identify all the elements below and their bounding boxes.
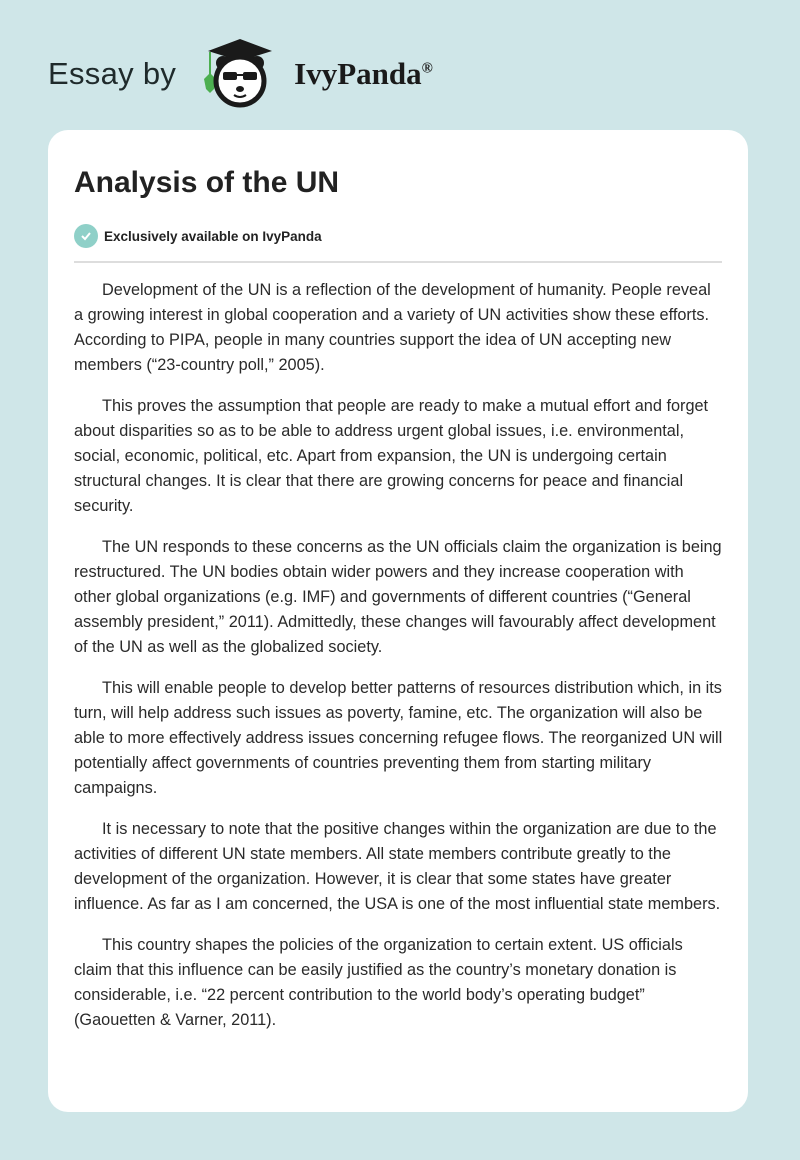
badge-text: Exclusively available on IvyPanda [104,228,322,244]
divider [74,261,722,263]
site-header [48,44,433,104]
page-title: Analysis of the UN [74,166,340,199]
registered-mark: ® [421,60,433,77]
check-circle-icon [74,224,98,248]
paragraph: This proves the assumption that people are ready to make a mutual effort and forget about disparities so as to be able to address urgent global issues, i.e. environmental, social, economic, political, etc. Apart from expansion, the UN is undergoing certain structural changes. It is clear that there are growing concerns for peace and financial security. [74,397,709,515]
brand-name [294,56,433,92]
essay-by-label: Essay by [48,56,177,91]
essay-body [74,278,724,1049]
paragraph: Development of the UN is a reflection of the development of humanity. People reveal a growing interest in global cooperation and a variety of UN activities show these efforts. According to PIPA, people in many countries support the idea of UN accepting new members (“23-country poll,” 2005). [74,281,711,374]
exclusive-badge [74,224,322,248]
brand-text: IvyPanda [294,56,422,91]
paragraph: This country shapes the policies of the organization to certain extent. US officials claim that this influence can be easily justified as the country’s monetary donation is considerable, i.e. “22 percent contribution to the world body’s operating budget” (Gaouetten & Varner, 2011). [74,936,683,1029]
paragraph: This will enable people to develop better patterns of resources distribution which, in its turn, will help address such issues as poverty, famine, etc. The organization will also be able to more effectively address issues concerning refugee flows. The reorganized UN will potentially affect governments of countries preventing them from starting military campaigns. [74,679,723,797]
paragraph: It is necessary to note that the positive changes within the organization are due to the activities of different UN state members. All state members contribute greatly to the development of the organization. However, it is clear that some states have greater influence. As far as I am concerned, the USA is one of the most influential state members. [74,820,721,913]
paragraph: The UN responds to these concerns as the UN officials claim the organization is being restructured. The UN bodies obtain wider powers and they increase cooperation with other global organizations (e.g. IMF) and governments of different countries (“General assembly president,” 2011). Admittedly, these changes will favourably affect development of the UN as well as the globalized society. [74,538,722,656]
panda-logo-icon [196,39,288,109]
essay-card [48,130,748,1112]
